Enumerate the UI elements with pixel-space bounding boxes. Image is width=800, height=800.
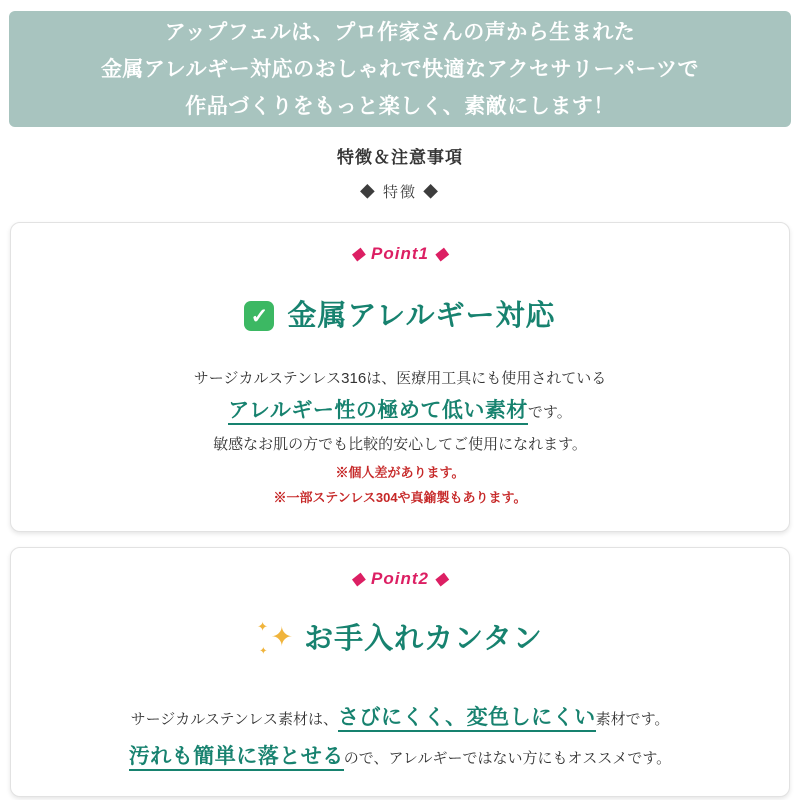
- sparkle-big: ✦: [270, 622, 294, 652]
- point2-body-line1: [11, 703, 789, 735]
- banner-line-2: 金属アレルギー対応のおしゃれで快適なアクセサリーパーツで: [100, 57, 700, 81]
- point1-label: ◆ Point1 ◆: [351, 244, 449, 263]
- point2-heading: お手入れカンタン: [304, 623, 543, 655]
- point1-note-1: ※個人差があります。: [335, 465, 465, 480]
- point2-line1-emphasis: さびにくく、変色しにくい: [338, 706, 596, 732]
- check-glyph: ✓: [250, 304, 269, 328]
- point2-line1-prefix: サージカルステンレス素材は、: [130, 711, 338, 728]
- point1-body-line2: [11, 397, 789, 427]
- point1-note-2: ※一部ステンレス304や真鍮製もあります。: [273, 490, 527, 505]
- banner-line-3: 作品づくりをもっと楽しく、素敵にします！: [185, 94, 615, 118]
- point2-label: ◆ Point2 ◆: [351, 569, 449, 588]
- sparkle-tiny: ✦: [259, 646, 268, 657]
- feature-card-point2: [10, 547, 790, 797]
- sparkle-small: ✦: [257, 619, 268, 634]
- feature-card-point1: [10, 222, 790, 532]
- point2-line1-suffix: 素材です。: [595, 711, 670, 728]
- check-icon: [244, 301, 274, 331]
- point1-heading: 金属アレルギー対応: [287, 300, 556, 332]
- point1-emphasis-suffix: です。: [527, 404, 572, 421]
- banner-line-1: アップフェルは、プロ作家さんの声から生まれた: [164, 20, 636, 44]
- section-title: 特徴＆注意事項: [337, 148, 463, 167]
- section-subtitle: ◆ 特徴 ◆: [359, 184, 441, 201]
- point2-line2-suffix: ので、アレルギーではない方にもオススメです。: [343, 750, 672, 767]
- point1-body-line3: 敏感なお肌の方でも比較的安心してご使用になれます。: [213, 436, 587, 453]
- sparkles-icon: [257, 619, 294, 657]
- point1-emphasis: アレルギー性の極めて低い素材: [228, 399, 528, 425]
- point1-body-line1: サージカルステンレス316は、医療用工具にも使用されている: [193, 370, 607, 387]
- point2-body-line2: [11, 742, 789, 774]
- intro-banner: [9, 11, 791, 127]
- point1-heading-row: [11, 299, 789, 333]
- point2-line2-emphasis: 汚れも簡単に落とせる: [129, 745, 344, 771]
- point2-heading-row: [11, 619, 789, 657]
